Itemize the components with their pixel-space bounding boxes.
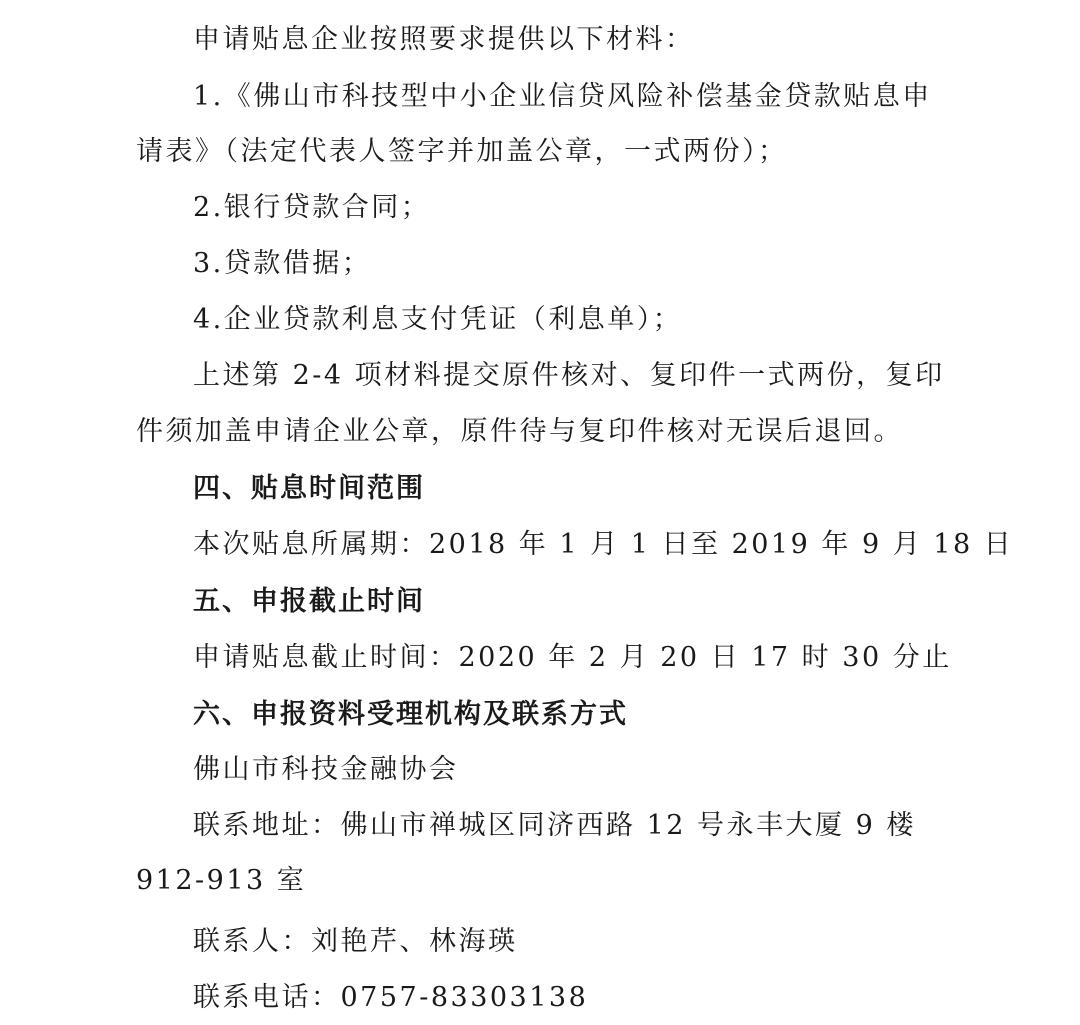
material-item-1-line-2: 请表》（法定代表人签字并加盖公章，一式两份）； <box>136 136 788 167</box>
subsidy-period-text: 本次贴息所属期：2018 年 1 月 1 日至 2019 年 9 月 18 日 <box>193 529 1014 560</box>
contact-phone: 联系电话：0757-83303138 <box>193 982 589 1013</box>
materials-note-line-1: 上述第 2-4 项材料提交原件核对、复印件一式两份，复印 <box>193 360 945 391</box>
intro-text: 申请贴息企业按照要求提供以下材料： <box>193 24 695 55</box>
organization-name: 佛山市科技金融协会 <box>193 754 459 785</box>
contact-person: 联系人：刘艳芹、林海瑛 <box>193 926 518 957</box>
deadline-text: 申请贴息截止时间：2020 年 2 月 20 日 17 时 30 分止 <box>193 642 952 673</box>
materials-note-line-2: 件须加盖申请企业公章，原件待与复印件核对无误后退回。 <box>136 416 903 447</box>
contact-address-line-2: 912-913 室 <box>136 865 307 896</box>
material-item-3: 3.贷款借据； <box>193 248 372 279</box>
material-item-4: 4.企业贷款利息支付凭证（利息单）； <box>193 304 683 335</box>
section-5-heading: 五、申报截止时间 <box>193 586 425 617</box>
section-6-heading: 六、申报资料受理机构及联系方式 <box>193 699 628 730</box>
contact-address-line-1: 联系地址：佛山市禅城区同济西路 12 号永丰大厦 9 楼 <box>193 810 916 841</box>
material-item-1-line-1: 1.《佛山市科技型中小企业信贷风险补偿基金贷款贴息申 <box>193 81 932 112</box>
section-4-heading: 四、贴息时间范围 <box>193 473 425 504</box>
material-item-2: 2.银行贷款合同； <box>193 192 431 223</box>
